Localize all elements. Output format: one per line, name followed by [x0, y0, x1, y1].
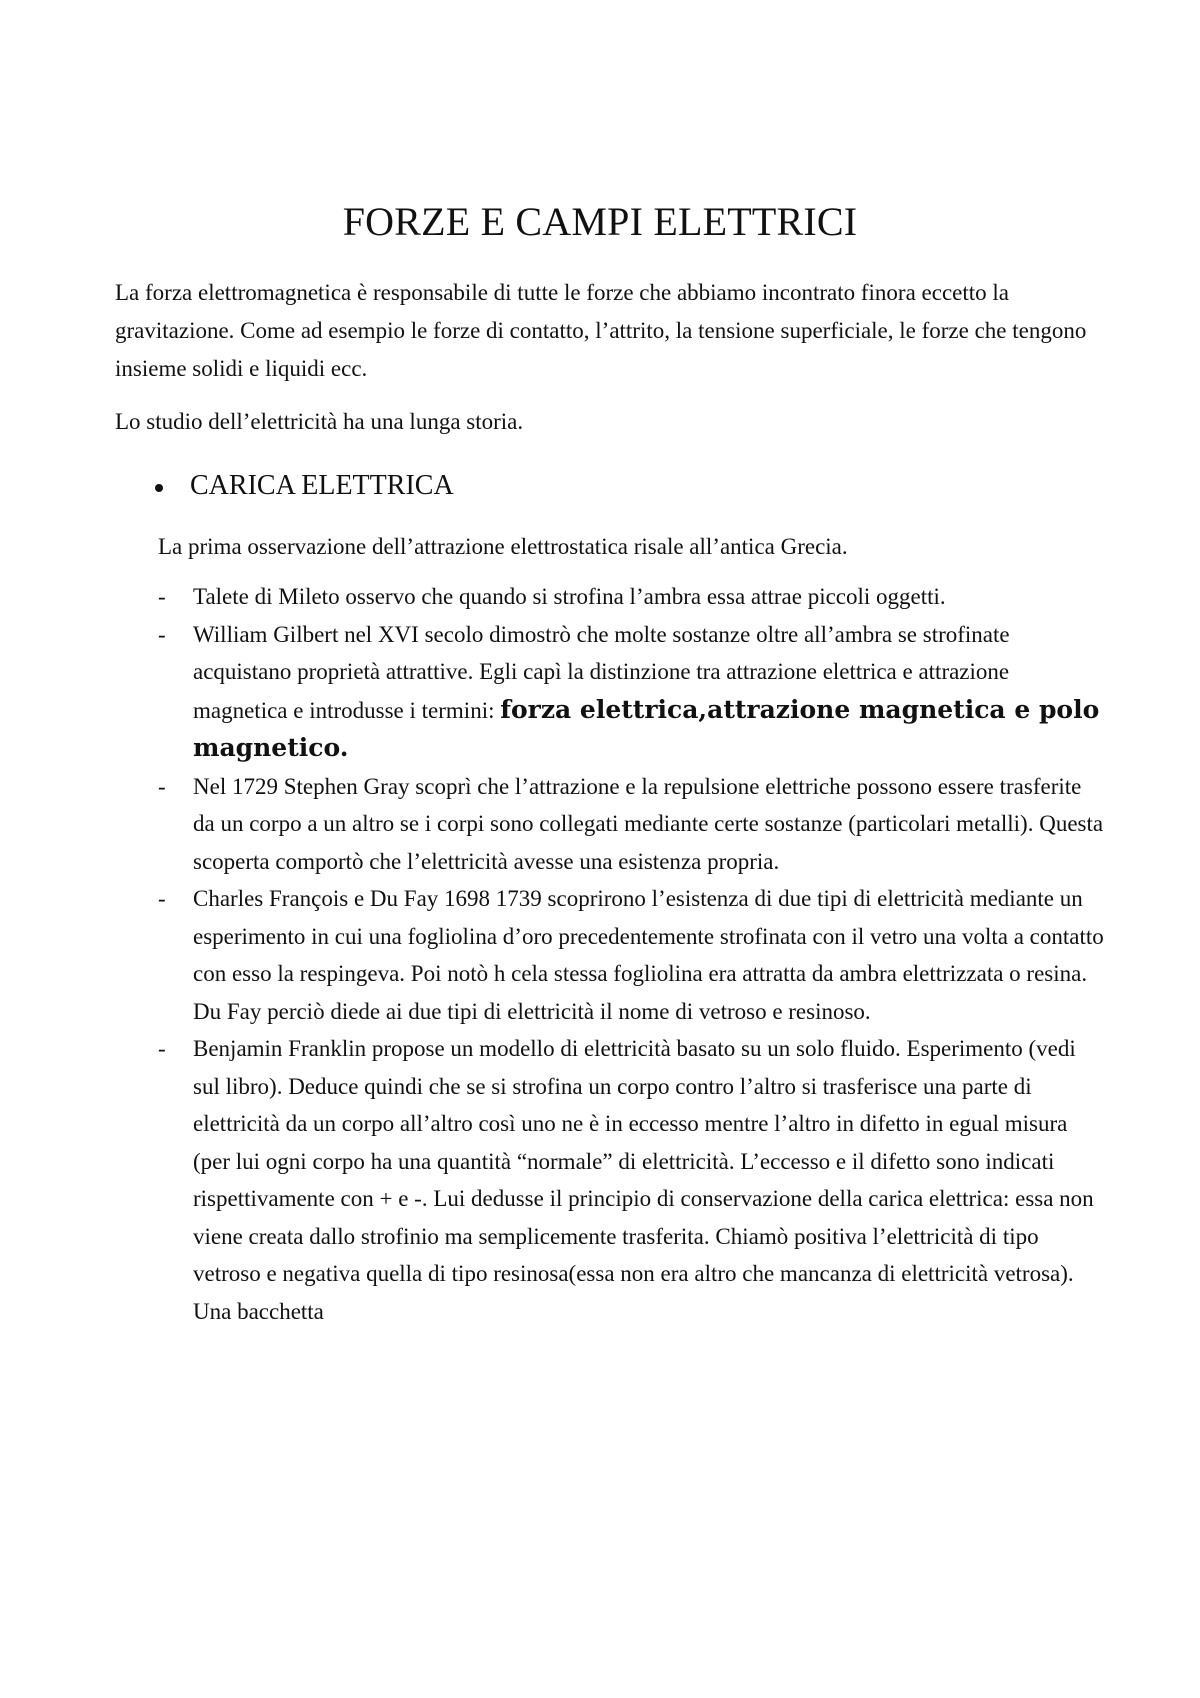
section-heading: CARICA ELETTRICA	[190, 470, 454, 501]
dash-icon: -	[158, 621, 166, 647]
dash-icon: -	[158, 584, 166, 609]
list-item-text: Charles François e Du Fay 1698 1739 scoprirono l’esistenza di due tipi di elettricità mediante un esperimento in cui una fogliolina d’oro precedentemente strofinata con il vetro una volta a contatto con esso la respingeva. Poi notò h cela stessa fogliolina era attratta da ambra elettrizzata o resina. Du Fay perciò diede ai due tipi di elettricità il nome di vetroso e resinoso.	[193, 886, 1104, 1024]
list-item-text: Talete di Mileto osservo che quando si strofina l’ambra essa attrae piccoli oggetti.	[193, 584, 946, 609]
section-heading-row	[155, 466, 454, 506]
list-item	[155, 1030, 1105, 1330]
bullet-icon	[155, 484, 163, 492]
dash-icon: -	[158, 1036, 166, 1061]
list-item	[155, 578, 1105, 616]
list-item-text: William Gilbert nel XVI secolo dimostrò che molte sostanze oltre all’ambra se strofinate acquistano proprietà attrattive. Egli capì la distinzione tra attrazione elettrica e attrazione magnetica e introdusse i termini:	[193, 621, 1010, 723]
list-item	[155, 616, 1105, 768]
dash-icon: -	[158, 886, 166, 911]
intro-paragraph: La forza elettromagnetica è responsabile di tutte le forze che abbiamo incontrato finora eccetto la gravitazione. Come ad esempio le forze di contatto, l’attrito, la tensione superficiale, le forze che tengono insieme solidi e liquidi ecc.	[115, 280, 1087, 381]
bold-terms: forza elettrica,attrazione magnetica e polo magnetico.	[193, 694, 1100, 762]
list-item-text: Benjamin Franklin propose un modello di elettricità basato su un solo fluido. Esperimento (vedi sul libro). Deduce quindi che se si strofina un corpo contro l’altro si trasferisce una parte di elettricità da un corpo all’altro così uno ne è in eccesso mentre l’altro in difetto in egual misura (per lui ogni corpo ha una quantità “normale” di elettricità. L’eccesso e il difetto sono indicati rispettivamente con + e -. Lui dedusse il principio di conservazione della carica elettrica: essa non viene creata dallo strofinio ma semplicemente trasferita. Chiamò positiva l’elettricità di tipo vetroso e negativa quella di tipo resinosa(essa non era altro che mancanza di elettricità vetrosa). Una bacchetta	[193, 1036, 1094, 1324]
list-item	[155, 768, 1105, 881]
document-title: FORZE E CAMPI ELETTRICI	[342, 199, 858, 244]
list-item	[155, 880, 1105, 1030]
section-paragraph: La prima osservazione dell’attrazione elettrostatica risale all’antica Grecia.	[158, 534, 848, 559]
dash-icon: -	[158, 773, 166, 799]
history-paragraph: Lo studio dell’elettricità ha una lunga storia.	[115, 409, 524, 434]
history-list	[155, 578, 1105, 1330]
list-item-text: Nel 1729 Stephen Gray scoprì che l’attrazione e la repulsione elettriche possono essere trasferite da un corpo a un altro se i corpi sono collegati mediante certe sostanze (particolari metalli). Questa scoperta comportò che l’elettricità avesse una esistenza propria.	[193, 773, 1104, 874]
